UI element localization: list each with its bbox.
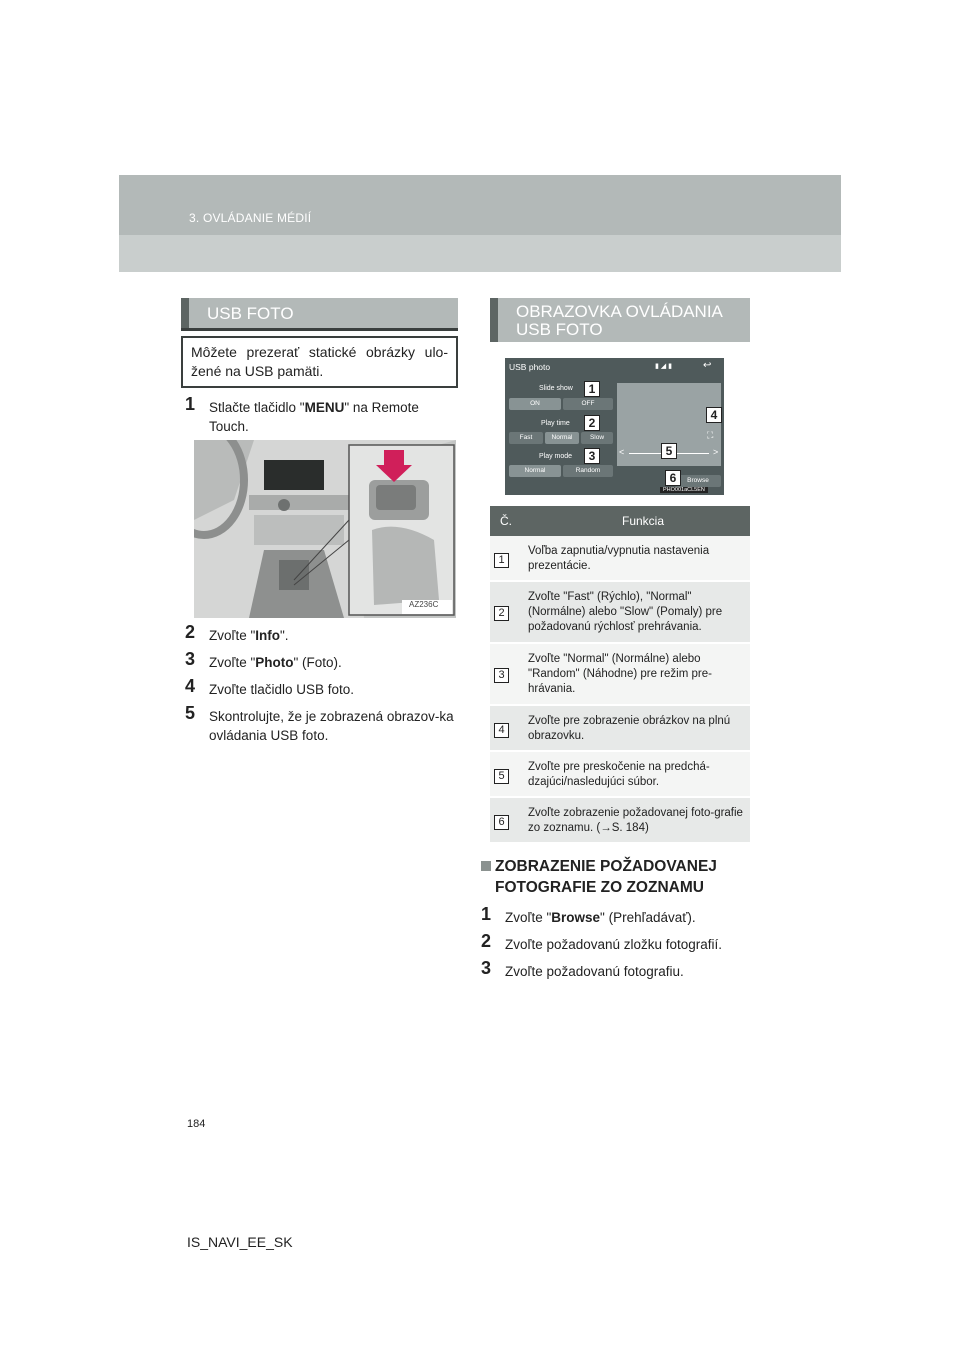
- header-function: Funkcia: [622, 514, 665, 528]
- screen-title: USB photo: [509, 362, 551, 372]
- square-bullet-icon: [481, 861, 491, 871]
- step-number: 1: [185, 394, 196, 414]
- usb-foto-title: USB FOTO: [207, 304, 294, 323]
- table-row: [490, 798, 750, 844]
- table-body: [490, 536, 750, 844]
- normal-mode-button[interactable]: Normal: [509, 465, 561, 477]
- callout-2: 2: [584, 415, 600, 431]
- step-number: 2: [185, 622, 196, 642]
- sub-heading-line2: FOTOGRAFIE ZO ZOZNAMU: [495, 879, 704, 896]
- step-number: 2: [481, 931, 492, 951]
- screen-title-line1: OBRAZOVKA OVLÁDANIA: [516, 302, 723, 321]
- slow-button[interactable]: Slow: [581, 432, 613, 444]
- on-button[interactable]: ON: [509, 398, 561, 410]
- heading-underline: [181, 328, 458, 331]
- function-table: [490, 506, 750, 844]
- step-text: Zvoľte požadovanú fotografiu.: [505, 964, 684, 979]
- car-interior-photo: [194, 440, 456, 618]
- section-title: 3. OVLÁDANIE MÉDIÍ: [189, 211, 312, 225]
- row-text: Zvoľte zobrazenie požadovanej foto-grafie zo zoznamu. (→S. 184): [528, 807, 743, 834]
- normal-button[interactable]: Normal: [545, 432, 579, 444]
- next-icon[interactable]: >: [713, 447, 719, 457]
- fullscreen-icon[interactable]: ⛶: [707, 430, 714, 440]
- table-row: [490, 536, 750, 582]
- row-text: Zvoľte "Fast" (Rýchlo), "Normal" (Normálne) alebo "Slow" (Pomaly) pre požadovanú rýchlosť prehrávania.: [528, 591, 723, 633]
- row-number: 3: [494, 668, 509, 683]
- callout-3: 3: [584, 448, 600, 464]
- car-interior-illustration: [194, 440, 456, 618]
- sub-heading-line1: ZOBRAZENIE POŽADOVANEJ: [481, 856, 751, 877]
- callout-1: 1: [584, 381, 600, 397]
- row-text: Zvoľte "Normal" (Normálne) alebo "Random" (Náhodne) pre režim pre-hrávania.: [528, 653, 712, 695]
- callout-6: 6: [665, 470, 681, 486]
- row-number: 1: [494, 553, 509, 568]
- step-text: Skontrolujte, že je zobrazená obrazov-ka ovládania USB foto.: [209, 709, 454, 743]
- step-number: 1: [481, 904, 492, 924]
- screen-heading: [490, 298, 750, 342]
- play-mode-label: Play mode: [539, 453, 573, 460]
- fast-button[interactable]: Fast: [509, 432, 543, 444]
- screen-code: PHO001aCL5EN: [660, 487, 708, 493]
- header-band: [119, 175, 841, 235]
- callout-4: 4: [706, 407, 722, 423]
- random-button[interactable]: Random: [563, 465, 613, 477]
- callout-5: 5: [661, 443, 677, 459]
- play-time-label: Play time: [541, 420, 570, 427]
- sub-heading: [481, 856, 751, 898]
- heading-bar: [490, 298, 498, 342]
- table-row: [490, 706, 750, 752]
- step-text: Zvoľte "Info".: [209, 628, 289, 643]
- row-number: 2: [494, 606, 509, 621]
- header-band-lower: [119, 235, 841, 272]
- heading-bar: [181, 298, 189, 328]
- step-text: Zvoľte "Browse" (Prehľadávať).: [505, 910, 696, 925]
- table-header: [490, 506, 750, 536]
- back-icon: ↩: [703, 360, 712, 371]
- document-code: IS_NAVI_EE_SK: [187, 1234, 293, 1250]
- slide-show-label: Slide show: [539, 385, 573, 392]
- row-text: Zvoľte pre preskočenie na predchá-dzajúci/nasledujúci súbor.: [528, 761, 710, 788]
- row-number: 4: [494, 723, 509, 738]
- step-text: Zvoľte tlačidlo USB foto.: [209, 682, 354, 697]
- step-text: Zvoľte "Photo" (Foto).: [209, 655, 342, 670]
- row-number: 6: [494, 815, 509, 830]
- previous-icon[interactable]: <: [619, 447, 625, 457]
- off-button[interactable]: OFF: [563, 398, 613, 410]
- step-number: 3: [481, 958, 492, 978]
- step-number: 4: [185, 676, 196, 696]
- table-row: [490, 644, 750, 706]
- step-number: 5: [185, 703, 196, 723]
- step-text: Stlačte tlačidlo "MENU" na Remote Touch.: [209, 400, 419, 434]
- usb-foto-heading: [181, 298, 458, 328]
- photo-code: AZ236C: [409, 600, 439, 609]
- header-number: Č.: [500, 514, 512, 528]
- step-number: 3: [185, 649, 196, 669]
- row-text: Zvoľte pre zobrazenie obrázkov na plnú obrazovku.: [528, 715, 731, 742]
- page-number: 184: [187, 1118, 206, 1130]
- usb-photo-screen: [505, 358, 724, 495]
- row-text: Voľba zapnutia/vypnutia nastavenia prezentácie.: [528, 545, 710, 572]
- browse-button[interactable]: Browse: [675, 475, 721, 487]
- table-row: [490, 582, 750, 644]
- intro-box: Môžete prezerať statické obrázky ulo-žené na USB pamäti.: [181, 336, 458, 388]
- screen-title-line2: USB FOTO: [516, 320, 603, 339]
- row-number: 5: [494, 769, 509, 784]
- status-icons: ▮ ◢ ▮: [655, 363, 672, 370]
- step-text: Zvoľte požadovanú zložku fotografií.: [505, 937, 723, 952]
- table-row: [490, 752, 750, 798]
